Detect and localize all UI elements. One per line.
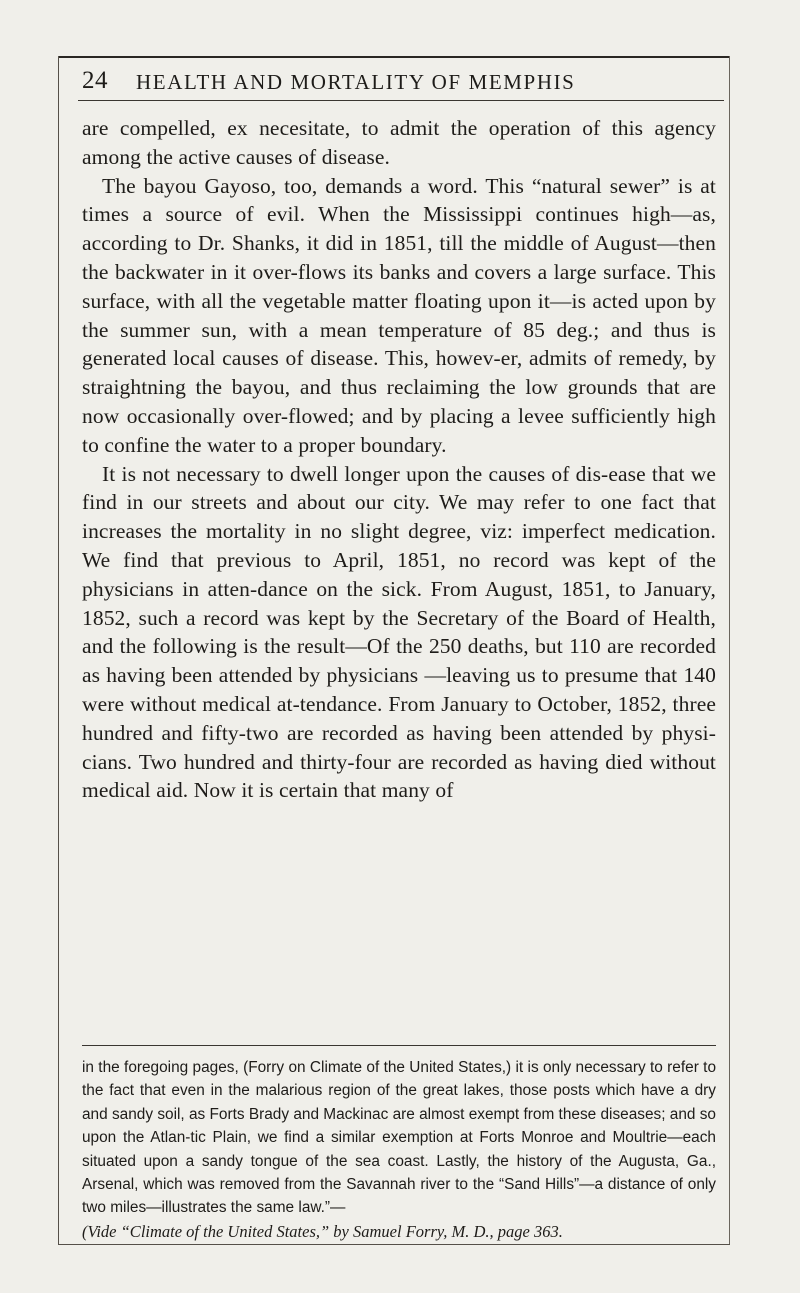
- header-rule: [78, 100, 724, 101]
- footnote: [82, 1056, 716, 1243]
- paragraph-continued: are compelled, ex necesitate, to admit the operation of this agency among the active causes of disease.: [82, 116, 716, 169]
- page-border-left: [58, 56, 59, 1245]
- page-border-top: [58, 56, 730, 58]
- page-border-bottom: [58, 1244, 730, 1245]
- page-header: [78, 66, 716, 96]
- paragraph-bayou: The bayou Gayoso, too, demands a word. This “natural sewer” is at times a source of evil. When the Mississippi continues high—as, according to Dr. Shanks, it did in 1851, till the middle of August—then the backwater in it over-flows its banks and covers a large surface. This surface, with all the vegetable matter floating upon it—is acted upon by the summer sun, with a mean temperature of 85 deg.; and thus is generated local causes of disease. This, howev-er, admits of remedy, by straightning the bayou, and thus reclaiming the low grounds that are now occasionally over-flowed; and by placing a levee sufficiently high to confine the water to a proper boundary.: [82, 173, 716, 457]
- page-border-right: [729, 56, 730, 1245]
- running-title: HEALTH AND MORTALITY OF MEMPHIS: [136, 70, 576, 94]
- footnote-text: in the foregoing pages, (Forry on Climate of the United States,) it is only necessary to refer to the fact that even in the malarious region of the great lakes, those posts which have a dry and sandy soil, as Forts Brady and Mackinac are almost exempt from these diseases; and so upon the Atlan-tic Plain, we find a similar exemption at Forts Monroe and Moultrie—each situated upon a sandy tongue of the sea coast. Lastly, the history of the Augusta, Ga., Arsenal, which was removed from the Savannah river to the “Sand Hills”—a distance of only two miles—illustrates the same law.”—: [82, 1059, 716, 1217]
- footnote-citation: (Vide “Climate of the United States,” by Samuel Forry, M. D., page 363.: [82, 1221, 563, 1241]
- footnote-rule: [82, 1045, 716, 1046]
- paragraph-medication: It is not necessary to dwell longer upon the causes of dis-ease that we find in our streets and about our city. We may refer to one fact that increases the mortality in no slight degree, viz: imperfect medication. We find that previous to April, 1851, no record was kept of the physicians in atten-dance on the sick. From August, 1851, to January, 1852, such a record was kept by the Secretary of the Board of Health, and the following is the result—Of the 250 deaths, but 110 are recorded as having been attended by physicians —leaving us to presume that 140 were without medical at-tendance. From January to October, 1852, three hundred and fifty-two are recorded as having been attended by physi-cians. Two hundred and thirty-four are recorded as having died without medical aid. Now it is certain that many of: [82, 461, 716, 803]
- page-number: 24: [82, 67, 108, 94]
- body-text: [82, 114, 716, 805]
